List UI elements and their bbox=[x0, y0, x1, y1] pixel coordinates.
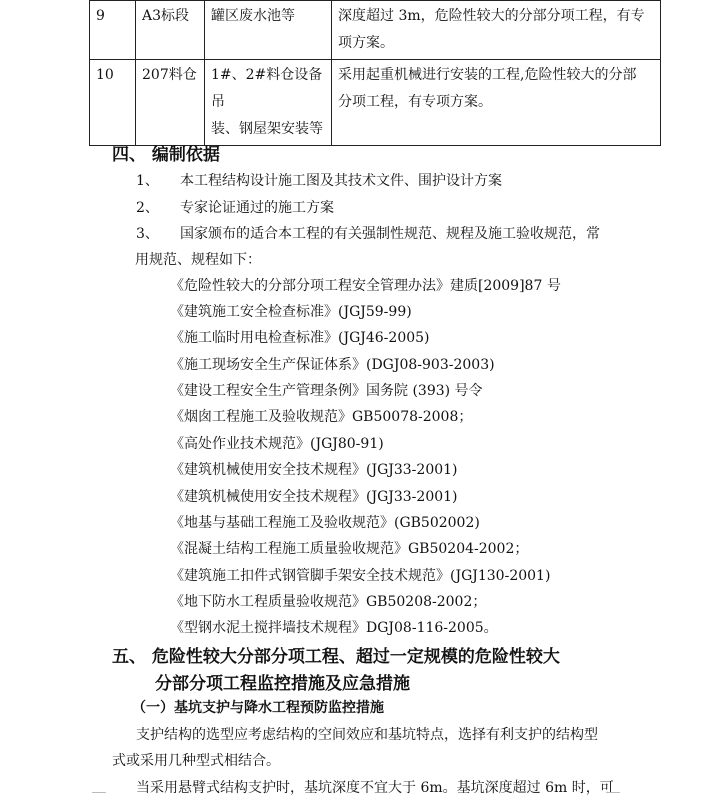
list-item: 本工程结构设计施工图及其技术文件、围护设计方案 bbox=[180, 173, 502, 189]
standard-item: 《施工现场安全生产保证体系》(DGJ08-903-2003) bbox=[170, 357, 495, 373]
table-cell-area: A3标段 bbox=[136, 1, 205, 60]
standard-item: 《施工临时用电检查标准》(JGJ46-2005) bbox=[170, 330, 430, 346]
list-item: 国家颁布的适合本工程的有关强制性规范、规程及施工验收规范，常 bbox=[180, 226, 600, 242]
table-cell-area: 207料仓 bbox=[136, 60, 205, 146]
list-number: 1、 bbox=[136, 173, 159, 189]
standard-item: 《高处作业技术规范》(JGJ80-91) bbox=[170, 436, 384, 452]
list-number: 3、 bbox=[136, 226, 159, 242]
table-cell-item: 罐区废水池等 bbox=[205, 1, 332, 60]
table-cell-no: 9 bbox=[90, 1, 136, 60]
section5-heading-cont: 分部分项工程监控措施及应急措施 bbox=[155, 674, 410, 694]
standard-item: 《建筑机械使用安全技术规程》(JGJ33-2001) bbox=[170, 489, 458, 505]
table-cell-desc bbox=[332, 60, 661, 146]
list-item: 专家论证通过的施工方案 bbox=[180, 200, 334, 216]
paragraph-line: 支护结构的选型应考虑结构的空间效应和基坑特点，选择有利支护的结构型 bbox=[136, 727, 598, 743]
section5-heading: 五、 危险性较大分部分项工程、超过一定规模的危险性较大 bbox=[112, 647, 560, 667]
section4-heading: 四、 编制依据 bbox=[112, 145, 220, 165]
table-cell-no: 10 bbox=[90, 60, 136, 146]
desc-line: 深度超过 3m，危险性较大的分部分项工程，有专 bbox=[338, 8, 645, 24]
standard-item: 《建筑施工扣件式钢管脚手架安全技术规范》(JGJ130-2001) bbox=[170, 568, 551, 584]
project-table bbox=[89, 0, 661, 146]
item-line: 装、钢屋架安装等 bbox=[211, 121, 323, 137]
subsection-heading: （一）基坑支护与降水工程预防监控措施 bbox=[132, 700, 384, 716]
standard-item: 《混凝土结构工程施工质量验收规范》GB50204-2002； bbox=[170, 541, 529, 557]
table-cell-desc bbox=[332, 1, 661, 60]
standard-item: 《建筑机械使用安全技术规程》(JGJ33-2001) bbox=[170, 462, 458, 478]
desc-line: 采用起重机械进行安装的工程,危险性较大的分部 bbox=[338, 67, 637, 83]
paragraph-line: 式或采用几种型式相结合。 bbox=[112, 753, 280, 769]
standard-item: 《危险性较大的分部分项工程安全管理办法》建质[2009]87 号 bbox=[170, 278, 561, 294]
table-row bbox=[90, 1, 661, 60]
standard-item: 《建筑施工安全检查标准》(JGJ59-99) bbox=[170, 304, 412, 320]
standard-item: 《烟囱工程施工及验收规范》GB50078-2008； bbox=[170, 409, 473, 425]
list-number: 2、 bbox=[136, 200, 159, 216]
desc-line: 分项工程，有专项方案。 bbox=[338, 94, 492, 110]
paragraph-line: 当采用悬臂式结构支护时，基坑深度不宜大于 6m。基坑深度超过 6m 时，可 bbox=[136, 780, 614, 796]
standard-item: 《型钢水泥土搅拌墙技术规程》DGJ08-116-2005。 bbox=[170, 620, 498, 636]
table-cell-item bbox=[205, 60, 332, 146]
standard-item: 《建设工程安全生产管理条例》国务院 (393) 号令 bbox=[170, 383, 483, 399]
table-row bbox=[90, 60, 661, 146]
desc-line: 项方案。 bbox=[338, 35, 394, 51]
standard-item: 《地下防水工程质量验收规范》GB50208-2002； bbox=[170, 594, 487, 610]
item-line: 1#、2#料仓设备吊 bbox=[211, 67, 323, 110]
standard-item: 《地基与基础工程施工及验收规范》(GB502002) bbox=[170, 515, 480, 531]
list-item-continuation: 用规范、规程如下： bbox=[135, 252, 261, 268]
